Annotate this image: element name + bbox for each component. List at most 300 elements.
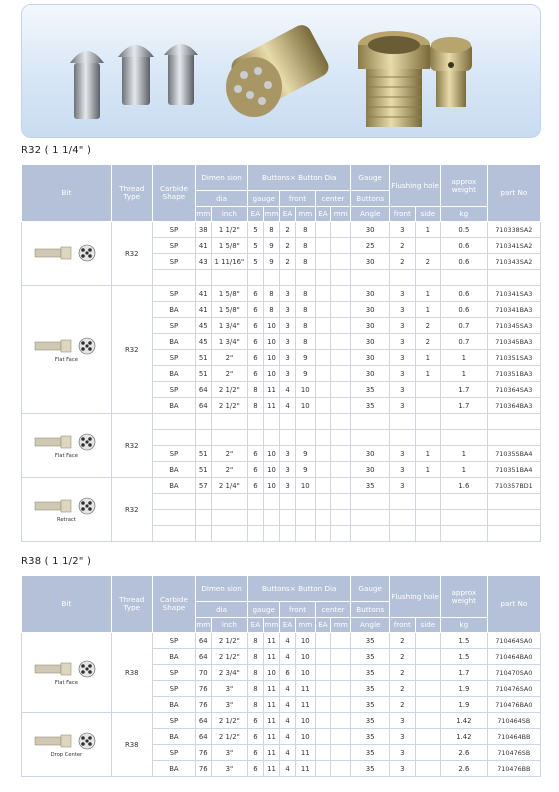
header-gauge-top: Gauge (351, 576, 390, 602)
cell-g-mm (263, 430, 280, 446)
table-row (22, 713, 541, 729)
cell-inch: 2" (211, 350, 248, 366)
header-mm: mm (263, 618, 280, 633)
cell-mm: 64 (196, 398, 212, 414)
cell-part: 710338SA2 (487, 222, 540, 238)
cell-f-mm: 10 (295, 665, 315, 681)
bit-cell (22, 478, 112, 542)
cell-kg: 1.6 (441, 478, 488, 494)
cell-front: 3 (390, 222, 416, 238)
cell-shape (152, 510, 195, 526)
cell-g-mm: 10 (263, 318, 280, 334)
bit-cell (22, 286, 112, 414)
cell-front (390, 270, 416, 286)
bit-illustration (22, 336, 111, 363)
cell-g-ea: 6 (248, 478, 264, 494)
cell-mm: 64 (196, 713, 212, 729)
cell-side: 2 (415, 318, 441, 334)
cell-kg: 0.6 (441, 254, 488, 270)
header-flushing: Flushing hole (390, 576, 441, 618)
cell-part: 710476BB (487, 761, 540, 777)
cell-f-ea: 4 (280, 382, 296, 398)
cell-shape: BA (152, 697, 195, 713)
cell-front: 2 (390, 681, 416, 697)
cell-side (415, 270, 441, 286)
table-row (22, 414, 541, 430)
cell-kg (441, 494, 488, 510)
bit-cell (22, 713, 112, 777)
cell-mm (196, 494, 212, 510)
cell-f-ea: 3 (280, 462, 296, 478)
cell-f-ea (280, 270, 296, 286)
section-title-r38: R38 ( 1 1/2" ) (21, 556, 92, 567)
cell-front: 2 (390, 649, 416, 665)
cell-part: 710470SA0 (487, 665, 540, 681)
cell-c-ea (315, 665, 331, 681)
cell-inch (211, 526, 248, 542)
cell-g-mm: 10 (263, 446, 280, 462)
cell-kg: 0.6 (441, 286, 488, 302)
cell-inch: 2 1/2" (211, 382, 248, 398)
cell-f-mm: 8 (295, 334, 315, 350)
cell-part: 710464SB (487, 713, 540, 729)
header-gauge-buttons: Buttons (351, 602, 390, 618)
cell-mm: 64 (196, 729, 212, 745)
cell-c-ea (315, 222, 331, 238)
cell-shape: SP (152, 665, 195, 681)
bit-caption: Drop Center (50, 752, 83, 758)
cell-mm: 45 (196, 318, 212, 334)
cell-part: 710345SA3 (487, 318, 540, 334)
cell-g-ea: 6 (248, 318, 264, 334)
cell-front: 3 (390, 334, 416, 350)
cell-angle: 35 (351, 398, 390, 414)
bit-illustration (22, 432, 111, 459)
cell-g-mm: 8 (263, 222, 280, 238)
cell-c-ea (315, 302, 331, 318)
header-gauge: gauge (248, 602, 280, 618)
cell-inch: 2 3/4" (211, 665, 248, 681)
header-kg: kg (441, 207, 488, 222)
cell-front: 2 (390, 254, 416, 270)
header-inch: inch (211, 207, 248, 222)
cell-kg: 1.42 (441, 713, 488, 729)
cell-side (415, 665, 441, 681)
cell-part (487, 494, 540, 510)
header-part: part No (487, 576, 540, 633)
cell-g-mm: 10 (263, 366, 280, 382)
cell-kg: 0.7 (441, 318, 488, 334)
cell-part (487, 510, 540, 526)
cell-g-mm: 11 (263, 745, 280, 761)
cell-c-ea (315, 681, 331, 697)
cell-g-mm: 9 (263, 254, 280, 270)
cell-g-ea (248, 494, 264, 510)
cell-inch: 3" (211, 745, 248, 761)
header-carbide: Carbide Shape (152, 165, 195, 222)
header-inch: inch (211, 618, 248, 633)
cell-c-mm (331, 745, 351, 761)
header-mm: mm (196, 207, 212, 222)
cell-g-ea: 6 (248, 334, 264, 350)
cell-mm: 57 (196, 478, 212, 494)
cell-c-mm (331, 350, 351, 366)
bit-caption: Flat Face (54, 453, 78, 459)
cell-kg (441, 526, 488, 542)
cell-c-ea (315, 254, 331, 270)
bit-caption: Flat Face (54, 680, 78, 686)
cell-f-ea: 3 (280, 350, 296, 366)
cell-angle: 35 (351, 713, 390, 729)
cell-inch: 3" (211, 681, 248, 697)
cell-mm: 45 (196, 334, 212, 350)
cell-part: 710343SA2 (487, 254, 540, 270)
cell-front: 3 (390, 761, 416, 777)
cell-f-ea (280, 430, 296, 446)
cell-angle: 35 (351, 382, 390, 398)
cell-angle: 35 (351, 761, 390, 777)
cell-side: 1 (415, 446, 441, 462)
cell-shape: SP (152, 681, 195, 697)
bit-icon (33, 243, 99, 263)
cell-front: 3 (390, 366, 416, 382)
cell-inch: 1 5/8" (211, 238, 248, 254)
cell-angle: 30 (351, 222, 390, 238)
header-center: center (315, 602, 351, 618)
cell-part: 710476BA0 (487, 697, 540, 713)
thread-type-cell: R32 (111, 222, 152, 286)
cell-f-ea: 3 (280, 334, 296, 350)
cell-c-mm (331, 462, 351, 478)
cell-part: 710351BA3 (487, 366, 540, 382)
cell-g-mm: 10 (263, 334, 280, 350)
cell-shape: SP (152, 286, 195, 302)
cell-g-mm (263, 270, 280, 286)
cell-c-ea (315, 286, 331, 302)
cell-g-ea: 6 (248, 761, 264, 777)
cell-g-ea (248, 430, 264, 446)
cell-part: 710351SA3 (487, 350, 540, 366)
cell-g-ea: 6 (248, 302, 264, 318)
cell-angle: 30 (351, 254, 390, 270)
cell-f-mm: 9 (295, 350, 315, 366)
header-kg: kg (441, 618, 488, 633)
header-mm: mm (331, 207, 351, 222)
cell-f-mm: 9 (295, 462, 315, 478)
cell-g-ea: 8 (248, 382, 264, 398)
cell-f-mm: 10 (295, 478, 315, 494)
cell-mm: 70 (196, 665, 212, 681)
cell-f-ea: 4 (280, 697, 296, 713)
cell-front: 2 (390, 238, 416, 254)
cell-inch (211, 414, 248, 430)
cell-angle (351, 526, 390, 542)
cell-c-mm (331, 286, 351, 302)
header-dimension: Dimen sion (196, 576, 248, 602)
cell-f-ea: 6 (280, 665, 296, 681)
cell-shape: SP (152, 254, 195, 270)
cell-g-ea (248, 270, 264, 286)
cell-f-mm: 11 (295, 681, 315, 697)
cell-g-ea: 8 (248, 398, 264, 414)
cell-front: 3 (390, 302, 416, 318)
cell-kg: 0.6 (441, 238, 488, 254)
cell-part (487, 526, 540, 542)
header-ea: EA (315, 207, 331, 222)
cell-g-mm: 11 (263, 697, 280, 713)
cell-shape (152, 270, 195, 286)
cell-kg: 2.6 (441, 761, 488, 777)
cell-f-mm: 9 (295, 446, 315, 462)
cell-g-mm: 11 (263, 713, 280, 729)
cell-c-mm (331, 366, 351, 382)
cell-f-ea: 2 (280, 222, 296, 238)
cell-front: 3 (390, 286, 416, 302)
cell-part (487, 414, 540, 430)
cell-inch (211, 430, 248, 446)
cell-mm: 51 (196, 462, 212, 478)
header-ea: EA (248, 207, 264, 222)
cell-g-mm: 11 (263, 729, 280, 745)
cell-f-ea: 3 (280, 366, 296, 382)
cell-angle: 30 (351, 286, 390, 302)
cell-side (415, 430, 441, 446)
header-ea: EA (280, 207, 296, 222)
cell-f-mm: 8 (295, 254, 315, 270)
header-gauge-top: Gauge (351, 165, 390, 191)
cell-f-ea: 4 (280, 633, 296, 649)
cell-front: 3 (390, 478, 416, 494)
cell-shape: BA (152, 478, 195, 494)
cell-shape: SP (152, 446, 195, 462)
header-front: front (280, 602, 315, 618)
cell-c-ea (315, 494, 331, 510)
bit-illustration (22, 731, 111, 758)
cell-part: 710476SB (487, 745, 540, 761)
cell-angle: 35 (351, 665, 390, 681)
cell-angle: 30 (351, 366, 390, 382)
cell-shape: BA (152, 761, 195, 777)
cell-g-ea: 6 (248, 350, 264, 366)
bit-icon (33, 659, 99, 679)
cell-c-mm (331, 446, 351, 462)
table-row (22, 222, 541, 238)
header-dia: dia (196, 602, 248, 618)
cell-part: 710476SA0 (487, 681, 540, 697)
header-ea: EA (248, 618, 264, 633)
cell-g-mm: 9 (263, 238, 280, 254)
cell-c-ea (315, 238, 331, 254)
cell-kg: 1.7 (441, 382, 488, 398)
cell-c-ea (315, 526, 331, 542)
cell-angle: 35 (351, 649, 390, 665)
cell-c-mm (331, 665, 351, 681)
cell-c-mm (331, 526, 351, 542)
header-front-hole: front (390, 618, 416, 633)
cell-front: 3 (390, 713, 416, 729)
cell-part: 710464BA0 (487, 649, 540, 665)
bit-caption: Retract (57, 517, 76, 523)
cell-mm: 51 (196, 366, 212, 382)
table-row (22, 478, 541, 494)
cell-c-mm (331, 334, 351, 350)
cell-g-ea: 5 (248, 222, 264, 238)
cell-side (415, 510, 441, 526)
cell-f-ea: 4 (280, 745, 296, 761)
cell-mm: 64 (196, 382, 212, 398)
cell-side: 1 (415, 222, 441, 238)
cell-inch: 2 1/2" (211, 649, 248, 665)
cell-mm: 38 (196, 222, 212, 238)
cell-kg: 1.9 (441, 681, 488, 697)
cell-c-mm (331, 302, 351, 318)
cell-c-mm (331, 649, 351, 665)
cell-g-mm: 11 (263, 681, 280, 697)
cell-inch: 2 1/2" (211, 633, 248, 649)
cell-c-ea (315, 745, 331, 761)
cell-c-ea (315, 510, 331, 526)
cell-g-ea: 8 (248, 665, 264, 681)
cell-side (415, 382, 441, 398)
cell-f-mm: 10 (295, 633, 315, 649)
cell-angle: 25 (351, 238, 390, 254)
cell-c-mm (331, 681, 351, 697)
cell-side (415, 478, 441, 494)
cell-mm: 41 (196, 302, 212, 318)
cell-angle: 35 (351, 729, 390, 745)
cell-c-mm (331, 729, 351, 745)
cell-g-mm (263, 526, 280, 542)
cell-angle: 30 (351, 446, 390, 462)
cell-f-ea: 3 (280, 286, 296, 302)
header-mm: mm (331, 618, 351, 633)
cell-side: 1 (415, 286, 441, 302)
header-gauge: gauge (248, 191, 280, 207)
cell-part: 710341BA3 (487, 302, 540, 318)
cell-g-ea: 6 (248, 462, 264, 478)
cell-shape (152, 526, 195, 542)
cell-f-mm (295, 494, 315, 510)
cell-c-ea (315, 414, 331, 430)
cell-part: 710341SA2 (487, 238, 540, 254)
cell-c-mm (331, 510, 351, 526)
cell-mm (196, 510, 212, 526)
cell-g-mm: 11 (263, 649, 280, 665)
cell-f-ea: 4 (280, 729, 296, 745)
cell-c-mm (331, 494, 351, 510)
bit-icon (33, 496, 99, 516)
cell-c-mm (331, 222, 351, 238)
cell-part: 710464SA0 (487, 633, 540, 649)
cell-f-mm: 10 (295, 713, 315, 729)
cell-g-ea: 6 (248, 745, 264, 761)
cell-f-mm: 11 (295, 697, 315, 713)
cell-shape: SP (152, 318, 195, 334)
cell-side (415, 633, 441, 649)
cell-angle: 30 (351, 302, 390, 318)
cell-shape (152, 430, 195, 446)
cell-c-mm (331, 318, 351, 334)
cell-shape: BA (152, 398, 195, 414)
cell-c-mm (331, 238, 351, 254)
cell-c-mm (331, 382, 351, 398)
header-bit: Bit (22, 165, 112, 222)
header-side-hole: side (415, 618, 441, 633)
cell-g-mm: 8 (263, 286, 280, 302)
header-side-hole: side (415, 207, 441, 222)
cell-inch: 2" (211, 366, 248, 382)
cell-shape: SP (152, 633, 195, 649)
cell-part (487, 430, 540, 446)
cell-f-mm: 8 (295, 318, 315, 334)
header-carbide: Carbide Shape (152, 576, 195, 633)
cell-inch (211, 494, 248, 510)
cell-angle: 35 (351, 745, 390, 761)
cell-shape: SP (152, 745, 195, 761)
cell-g-ea (248, 510, 264, 526)
header-part: part No (487, 165, 540, 222)
cell-inch: 2 1/2" (211, 398, 248, 414)
cell-g-ea: 8 (248, 697, 264, 713)
cell-c-ea (315, 478, 331, 494)
cell-shape: BA (152, 729, 195, 745)
cell-g-ea: 6 (248, 366, 264, 382)
cell-f-mm: 10 (295, 729, 315, 745)
cell-part: 710357BD1 (487, 478, 540, 494)
cell-f-mm: 10 (295, 382, 315, 398)
cell-part: 710464BB (487, 729, 540, 745)
cell-inch: 1 1/2" (211, 222, 248, 238)
cell-f-mm: 8 (295, 238, 315, 254)
cell-g-mm: 10 (263, 665, 280, 681)
cell-shape: BA (152, 302, 195, 318)
cell-front: 2 (390, 633, 416, 649)
cell-side: 1 (415, 462, 441, 478)
cell-g-mm: 10 (263, 478, 280, 494)
bit-icon (33, 731, 99, 751)
gold-button-bit (226, 22, 332, 117)
cell-f-ea: 3 (280, 302, 296, 318)
cell-front: 3 (390, 382, 416, 398)
bit-illustration (22, 659, 111, 686)
cell-f-ea: 3 (280, 478, 296, 494)
header-front: front (280, 191, 315, 207)
cell-g-mm: 10 (263, 462, 280, 478)
cell-mm: 76 (196, 761, 212, 777)
cell-c-mm (331, 478, 351, 494)
cell-side: 1 (415, 350, 441, 366)
cell-kg: 1 (441, 350, 488, 366)
cell-kg: 2.6 (441, 745, 488, 761)
header-buttons: Buttons× Button Dia (248, 165, 351, 191)
cell-c-ea (315, 713, 331, 729)
cell-c-ea (315, 761, 331, 777)
cell-mm (196, 270, 212, 286)
cell-front: 3 (390, 350, 416, 366)
cell-g-mm: 11 (263, 382, 280, 398)
cell-kg: 1 (441, 462, 488, 478)
cell-c-mm (331, 761, 351, 777)
cell-kg: 1.5 (441, 649, 488, 665)
cell-kg: 0.5 (441, 222, 488, 238)
header-bit: Bit (22, 576, 112, 633)
cell-g-mm: 11 (263, 761, 280, 777)
gold-retract-bit (358, 31, 430, 127)
cell-f-ea (280, 526, 296, 542)
cell-inch: 2" (211, 462, 248, 478)
cell-c-ea (315, 366, 331, 382)
cell-mm: 41 (196, 286, 212, 302)
